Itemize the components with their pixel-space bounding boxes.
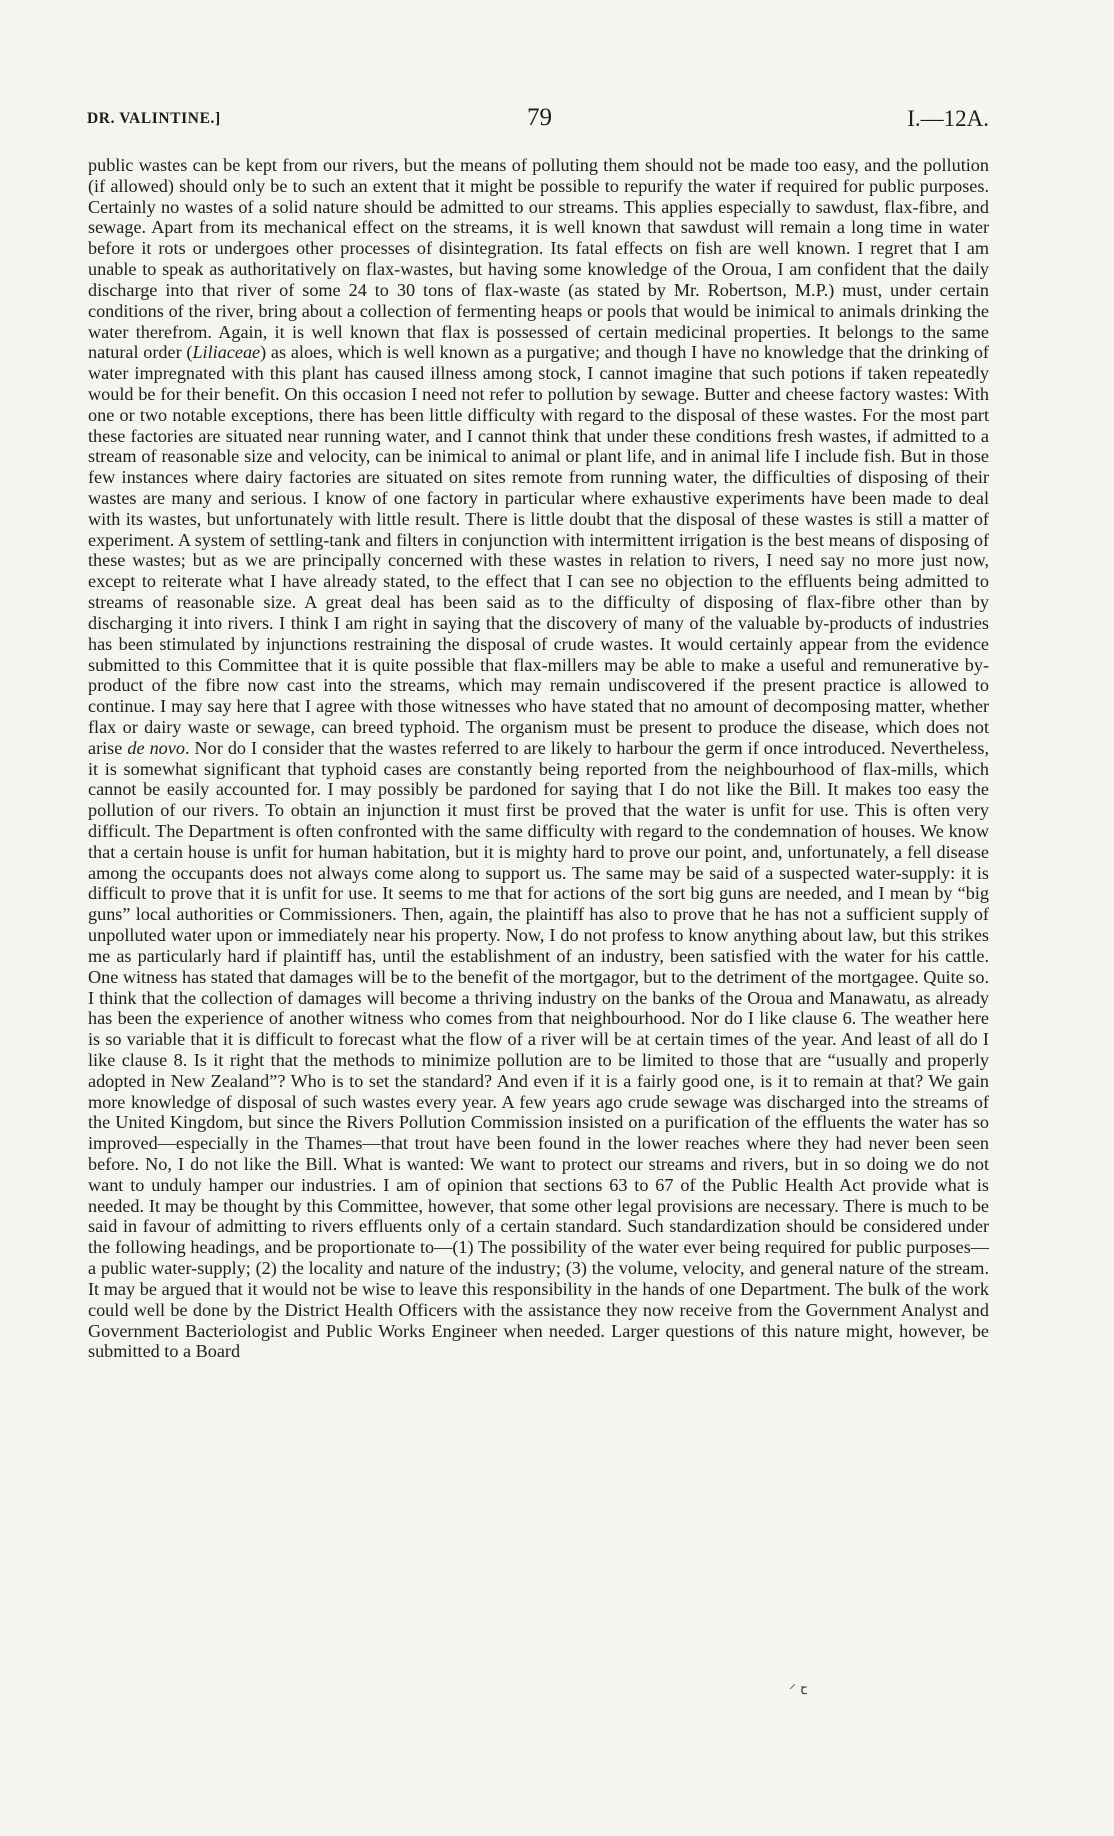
body-text-part-3: . Nor do I consider that the wastes referred to are likely to harbour the germ if once introduced. Nevertheless, it is somewhat significant that typhoid cases are constantly being reported from the neighbourhood of flax-mills, which cannot be easily accounted for. I may possibly be pardoned for saying that I do not like the Bill. It makes too easy the pollution of our rivers. To obtain an injunction it must first be proved that the water is unfit for use. This is often very difficult. The Department is often confronted with the same difficulty with regard to the condemnation of houses. We know that a certain house is unfit for human habitation, but it is mighty hard to prove our point, and, unfortunately, a fell disease among the occupants does not always come along to support us. The same may be said of a suspected water-supply: it is difficult to prove that it is unfit for use. It seems to me that for actions of the sort big guns are needed, and I mean by “big guns” local authorities or Commissioners. Then, again, the plaintiff has also to prove that he has not a sufficient supply of unpolluted water upon or immediately near his property. Now, I do not profess to know anything about law, but this strikes me as particularly hard if plaintiff has, until the establishment of an industry, been satisfied with the water for his cattle. One witness has stated that damages will be to the benefit of the mortgagor, but to the detriment of the mortgagee. Quite so. I think that the collection of damages will become a thriving industry on the banks of the Oroua and Manawatu, as already has been the experience of another witness who comes from that neighbourhood. Nor do I like clause 6. The weather here is so variable that it is difficult to forecast what the flow of a river will be at certain times of the year. And least of all do I like clause 8. Is it right that the methods to minimize pollution are to be limited to those that are “usually and properly adopted in New Zealand”? Who is to set the standard? And even if it is a fairly good one, is it to remain at that? We gain more knowledge of disposal of such wastes every year. A few years ago crude sewage was discharged into the streams of the United Kingdom, but since the Rivers Pollution Commission insisted on a purification of the effluents the water has so improved—especially in the Thames—that trout have been found in the lower reaches where they had never been seen before. No, I do not like the Bill. What is wanted: We want to protect our streams and rivers, but in so doing we do not want to unduly hamper our industries. I am of opinion that sections 63 to 67 of the Public Health Act provide what is needed. It may be thought by this Committee, however, that some other legal provisions are necessary. There is much to be said in favour of admitting to rivers effluents only of a certain standard. Such standardization should be considered under the following headings, and be proportionate to—(1) The possibility of the water ever being required for public purposes—a public water-supply; (2) the locality and nature of the industry; (3) the volume, velocity, and general nature of the stream. It may be argued that it would not be wise to leave this responsibility in the hands of one Department. The bulk of the work could well be done by the District Health Officers with the assistance they now receive from the Government Analyst and Government Bacteriologist and Public Works Engineer when needed. Larger questions of this nature might, however, be submitted to a Board [88,737,990,1362]
page-header [87,106,989,132]
stray-print-mark: ⸍ ꞇ [789,1682,808,1698]
body-text-part-2: ) as aloes, which is well known as a purgative; and though I have no knowledge that the drinking of water impregnated with this plant has caused illness among stock, I cannot imagine that such potions if taken repeatedly would be for their benefit. On this occasion I need not refer to pollution by sewage. Butter and cheese factory wastes: With one or two notable exceptions, there has been little difficulty with regard to the disposal of these wastes. For the most part these factories are situated near running water, and I cannot think that under these conditions fresh wastes, if admitted to a stream of reasonable size and velocity, can be inimical to animal or plant life, and in animal life I include fish. But in those few instances where dairy factories are situated on sites remote from running water, the difficulties of disposing of their wastes are many and serious. I know of one factory in particular where exhaustive experiments have been made to deal with its wastes, but unfortunately with little result. There is little doubt that the disposal of these wastes is still a matter of experiment. A system of settling-tank and filters in conjunction with intermittent irrigation is the best means of disposing of these wastes; but as we are principally concerned with these wastes in relation to rivers, I need say no more just now, except to reiterate what I have already stated, to the effect that I can see no objection to the effluents being admitted to streams of reasonable size. A great deal has been said as to the difficulty of disposing of flax-fibre other than by discharging it into rivers. I think I am right in saying that the discovery of many of the valuable by-products of industries has been stimulated by injunctions restraining the disposal of crude wastes. It would certainly appear from the evidence submitted to this Committee that it is quite possible that flax-millers may be able to make a useful and remunerative by-product of the fibre now cast into the streams, which may remain undiscovered if the present practice is allowed to continue. I may say here that I agree with those witnesses who have stated that no amount of decomposing matter, whether flax or dairy waste or sewage, can breed typhoid. The organism must be present to produce the disease, which does not arise [88,342,989,758]
page-number: 79 [527,104,552,131]
document-reference: I.—12A. [907,106,989,131]
body-text-part-1: public wastes can be kept from our rivers, but the means of polluting them should not be made too easy, and the pollution (if allowed) should only be to such an extent that it might be possible to repurify the water if required for public purposes. Certainly no wastes of a solid nature should be admitted to our streams. This applies especially to sawdust, flax-fibre, and sewage. Apart from its mechanical effect on the streams, it is well known that sawdust will remain a long time in water before it rots or undergoes other processes of disintegration. Its fatal effects on fish are well known. I regret that I am unable to speak as authoritatively on flax-wastes, but having some knowledge of the Oroua, I am confident that the daily discharge into that river of some 24 to 30 tons of flax-waste (as stated by Mr. Robertson, M.P.) must, under certain conditions of the river, bring about a collection of fermenting heaps or pools that would be inimical to animals drinking the water therefrom. Again, it is well known that flax is possessed of certain medicinal properties. It belongs to the same natural order ( [88,155,989,363]
running-head-author: DR. VALINTINE.] [87,110,221,127]
italic-term-de-novo: de novo [127,737,185,758]
italic-term-liliaceae: Liliaceae [192,342,261,363]
body-paragraph [88,155,989,1362]
